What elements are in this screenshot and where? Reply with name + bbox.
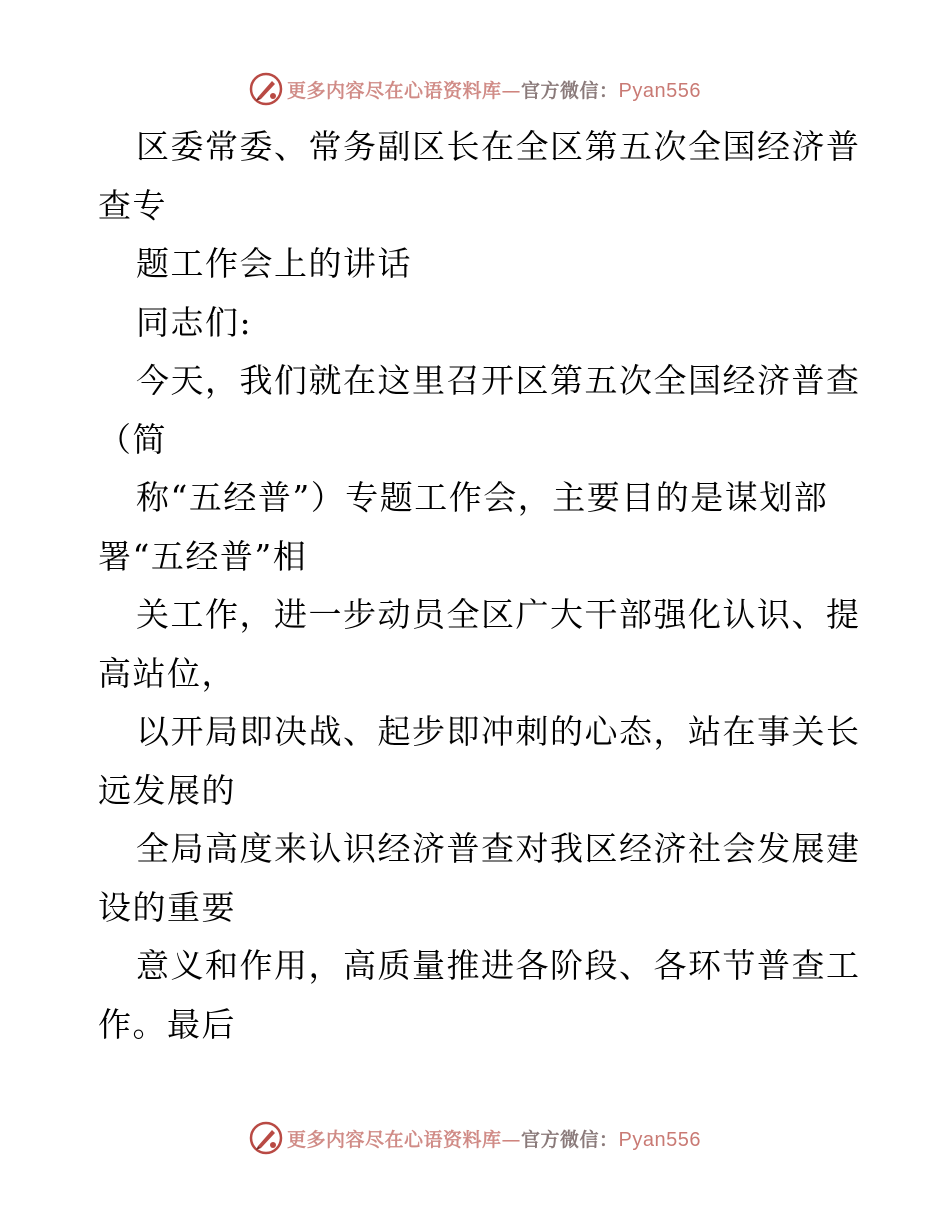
text-line: 设的重要 [98, 887, 236, 927]
text-line: 关工作，进一步动员全区广大干部强化认识、提 [136, 595, 861, 634]
footer-ad-wechat-label: 官方微信： [521, 1128, 619, 1151]
text-line: 区委常委、常务副区长在全区第五次全国经济普 [136, 127, 861, 166]
header-ad-separator: — [501, 79, 522, 102]
header-ad-text [287, 76, 701, 103]
document-body [98, 118, 861, 1054]
pen-logo-icon [249, 1121, 283, 1155]
footer-ad-wechat-id: Pyan556 [618, 1128, 701, 1151]
text-line: 以开局即决战、起步即冲刺的心态，站在事关长 [136, 712, 861, 751]
text-line: 意义和作用，高质量推进各阶段、各环节普查工 [136, 946, 861, 985]
text-line: （简 [98, 419, 167, 459]
text-line: 称“五经普”）专题工作会，主要目的是谋划部 [136, 478, 829, 517]
text-line: 同志们: [136, 302, 253, 342]
pen-logo-icon [249, 72, 283, 106]
header-watermark [0, 72, 950, 106]
text-line: 作。最后 [98, 1004, 236, 1044]
footer-ad-text [287, 1125, 701, 1152]
text-line: 今天，我们就在这里召开区第五次全国经济普查 [136, 361, 861, 400]
text-line: 查专 [98, 185, 167, 225]
text-line: 题工作会上的讲话 [136, 244, 412, 283]
header-ad-wechat-label: 官方微信： [521, 79, 619, 102]
text-line: 全局高度来认识经济普查对我区经济社会发展建 [136, 829, 861, 868]
text-line: 高站位， [98, 653, 236, 693]
header-ad-wechat-id: Pyan556 [618, 79, 701, 102]
footer-ad-main: 更多内容尽在心语资料库 [287, 1128, 502, 1151]
footer-ad-separator: — [501, 1128, 522, 1151]
footer-watermark [0, 1121, 950, 1155]
text-line: 远发展的 [98, 770, 236, 810]
text-line: 署“五经普”相 [98, 536, 308, 576]
header-ad-main: 更多内容尽在心语资料库 [287, 79, 502, 102]
